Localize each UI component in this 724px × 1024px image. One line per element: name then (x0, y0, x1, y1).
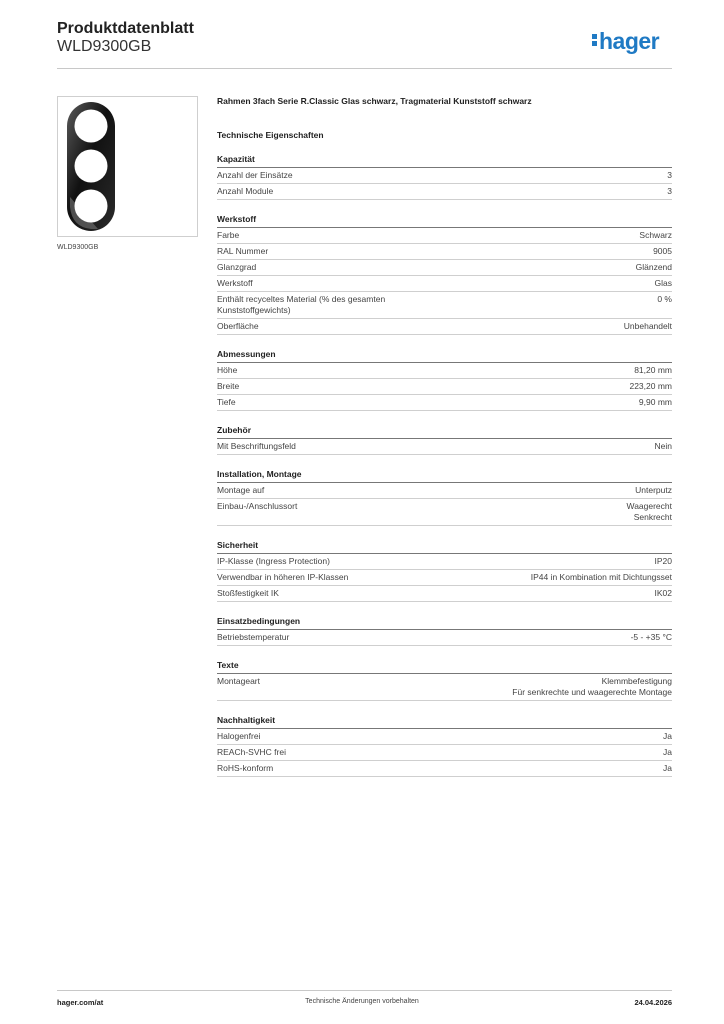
spec-row (217, 184, 672, 200)
spec-value: -5 - +35 °C (630, 632, 672, 642)
spec-section (217, 469, 672, 526)
section-title: Kapazität (217, 154, 672, 168)
header-divider (57, 68, 672, 69)
section-title: Sicherheit (217, 540, 672, 554)
spec-row (217, 319, 672, 335)
spec-row (217, 395, 672, 411)
spec-section (217, 349, 672, 411)
footer-date: 24.04.2026 (634, 998, 672, 1007)
spec-row (217, 570, 672, 586)
footer-divider (57, 990, 672, 991)
spec-value: Glänzend (635, 262, 672, 272)
footer-website: hager.com/at (57, 998, 104, 1007)
spec-row (217, 745, 672, 761)
spec-label: REACh-SVHC frei (217, 747, 286, 757)
spec-value: 81,20 mm (634, 365, 672, 375)
spec-value: Waagerecht Senkrecht (626, 501, 672, 522)
spec-value: Unbehandelt (623, 321, 672, 331)
spec-label: Glanzgrad (217, 262, 257, 272)
spec-value: Glas (654, 278, 672, 288)
spec-label: Höhe (217, 365, 238, 375)
spec-label: Oberfläche (217, 321, 259, 331)
spec-label: Enthält recyceltes Material (% des gesamten Kunststoffgewichts) (217, 294, 386, 315)
spec-label: Stoßfestigkeit IK (217, 588, 279, 598)
spec-value: 9005 (653, 246, 672, 256)
spec-value: Ja (663, 763, 672, 773)
image-caption: WLD9300GB (57, 244, 99, 251)
spec-row (217, 729, 672, 745)
spec-section (217, 616, 672, 646)
spec-label: Anzahl der Einsätze (217, 170, 293, 180)
spec-value: Ja (663, 731, 672, 741)
spec-value: IP20 (654, 556, 672, 566)
product-title: Rahmen 3fach Serie R.Classic Glas schwarz, Tragmaterial Kunststoff schwarz (217, 96, 532, 106)
spec-value: IK02 (654, 588, 672, 598)
spec-value: 3 (667, 186, 672, 196)
spec-row (217, 379, 672, 395)
spec-label: Halogenfrei (217, 731, 261, 741)
spec-value: IP44 in Kombination mit Dichtungsset (530, 572, 672, 582)
spec-value: 0 % (657, 294, 672, 304)
footer-notice: Technische Änderungen vorbehalten (305, 998, 419, 1005)
spec-section (217, 425, 672, 455)
section-title: Zubehör (217, 425, 672, 439)
spec-row (217, 244, 672, 260)
spec-value: Unterputz (635, 485, 672, 495)
spec-value: 223,20 mm (629, 381, 672, 391)
spec-row (217, 168, 672, 184)
product-details (217, 96, 672, 777)
product-code: WLD9300GB (57, 38, 152, 55)
spec-row (217, 630, 672, 646)
document-title: Produktdatenblatt (57, 20, 194, 37)
spec-row (217, 483, 672, 499)
spec-label: Anzahl Module (217, 186, 274, 196)
logo-dots-icon (592, 32, 597, 48)
spec-label: Einbau-/Anschlussort (217, 501, 298, 511)
product-image (57, 96, 198, 237)
spec-sections (217, 154, 672, 777)
spec-section (217, 540, 672, 602)
spec-value: Nein (654, 441, 672, 451)
spec-label: Montageart (217, 676, 260, 686)
spec-label: IP-Klasse (Ingress Protection) (217, 556, 330, 566)
spec-section (217, 715, 672, 777)
spec-row (217, 292, 672, 319)
spec-row (217, 499, 672, 526)
spec-section (217, 154, 672, 200)
spec-value: Klemmbefestigung Für senkrechte und waagerechte Montage (512, 676, 672, 697)
spec-section (217, 660, 672, 701)
spec-row (217, 260, 672, 276)
hager-logo (592, 28, 659, 55)
spec-label: Tiefe (217, 397, 236, 407)
spec-label: RAL Nummer (217, 246, 269, 256)
spec-row (217, 363, 672, 379)
section-title: Werkstoff (217, 214, 672, 228)
spec-label: Mit Beschriftungsfeld (217, 441, 296, 451)
frame-3fach-icon (58, 97, 197, 236)
spec-row (217, 276, 672, 292)
spec-row (217, 761, 672, 777)
spec-row (217, 554, 672, 570)
spec-label: Werkstoff (217, 278, 253, 288)
spec-section (217, 214, 672, 335)
section-title: Einsatzbedingungen (217, 616, 672, 630)
spec-label: Farbe (217, 230, 240, 240)
spec-label: RoHS-konform (217, 763, 274, 773)
section-title: Nachhaltigkeit (217, 715, 672, 729)
spec-row (217, 586, 672, 602)
spec-row (217, 674, 672, 701)
spec-value: Schwarz (639, 230, 672, 240)
spec-label: Betriebstemperatur (217, 632, 290, 642)
logo-text: hager (599, 28, 660, 54)
spec-value: 9,90 mm (638, 397, 672, 407)
spec-value: 3 (667, 170, 672, 180)
section-title: Installation, Montage (217, 469, 672, 483)
spec-label: Verwendbar in höheren IP-Klassen (217, 572, 349, 582)
spec-row (217, 439, 672, 455)
section-title: Texte (217, 660, 672, 674)
tech-heading: Technische Eigenschaften (217, 130, 324, 140)
spec-row (217, 228, 672, 244)
spec-label: Breite (217, 381, 240, 391)
section-title: Abmessungen (217, 349, 672, 363)
spec-label: Montage auf (217, 485, 265, 495)
spec-value: Ja (663, 747, 672, 757)
